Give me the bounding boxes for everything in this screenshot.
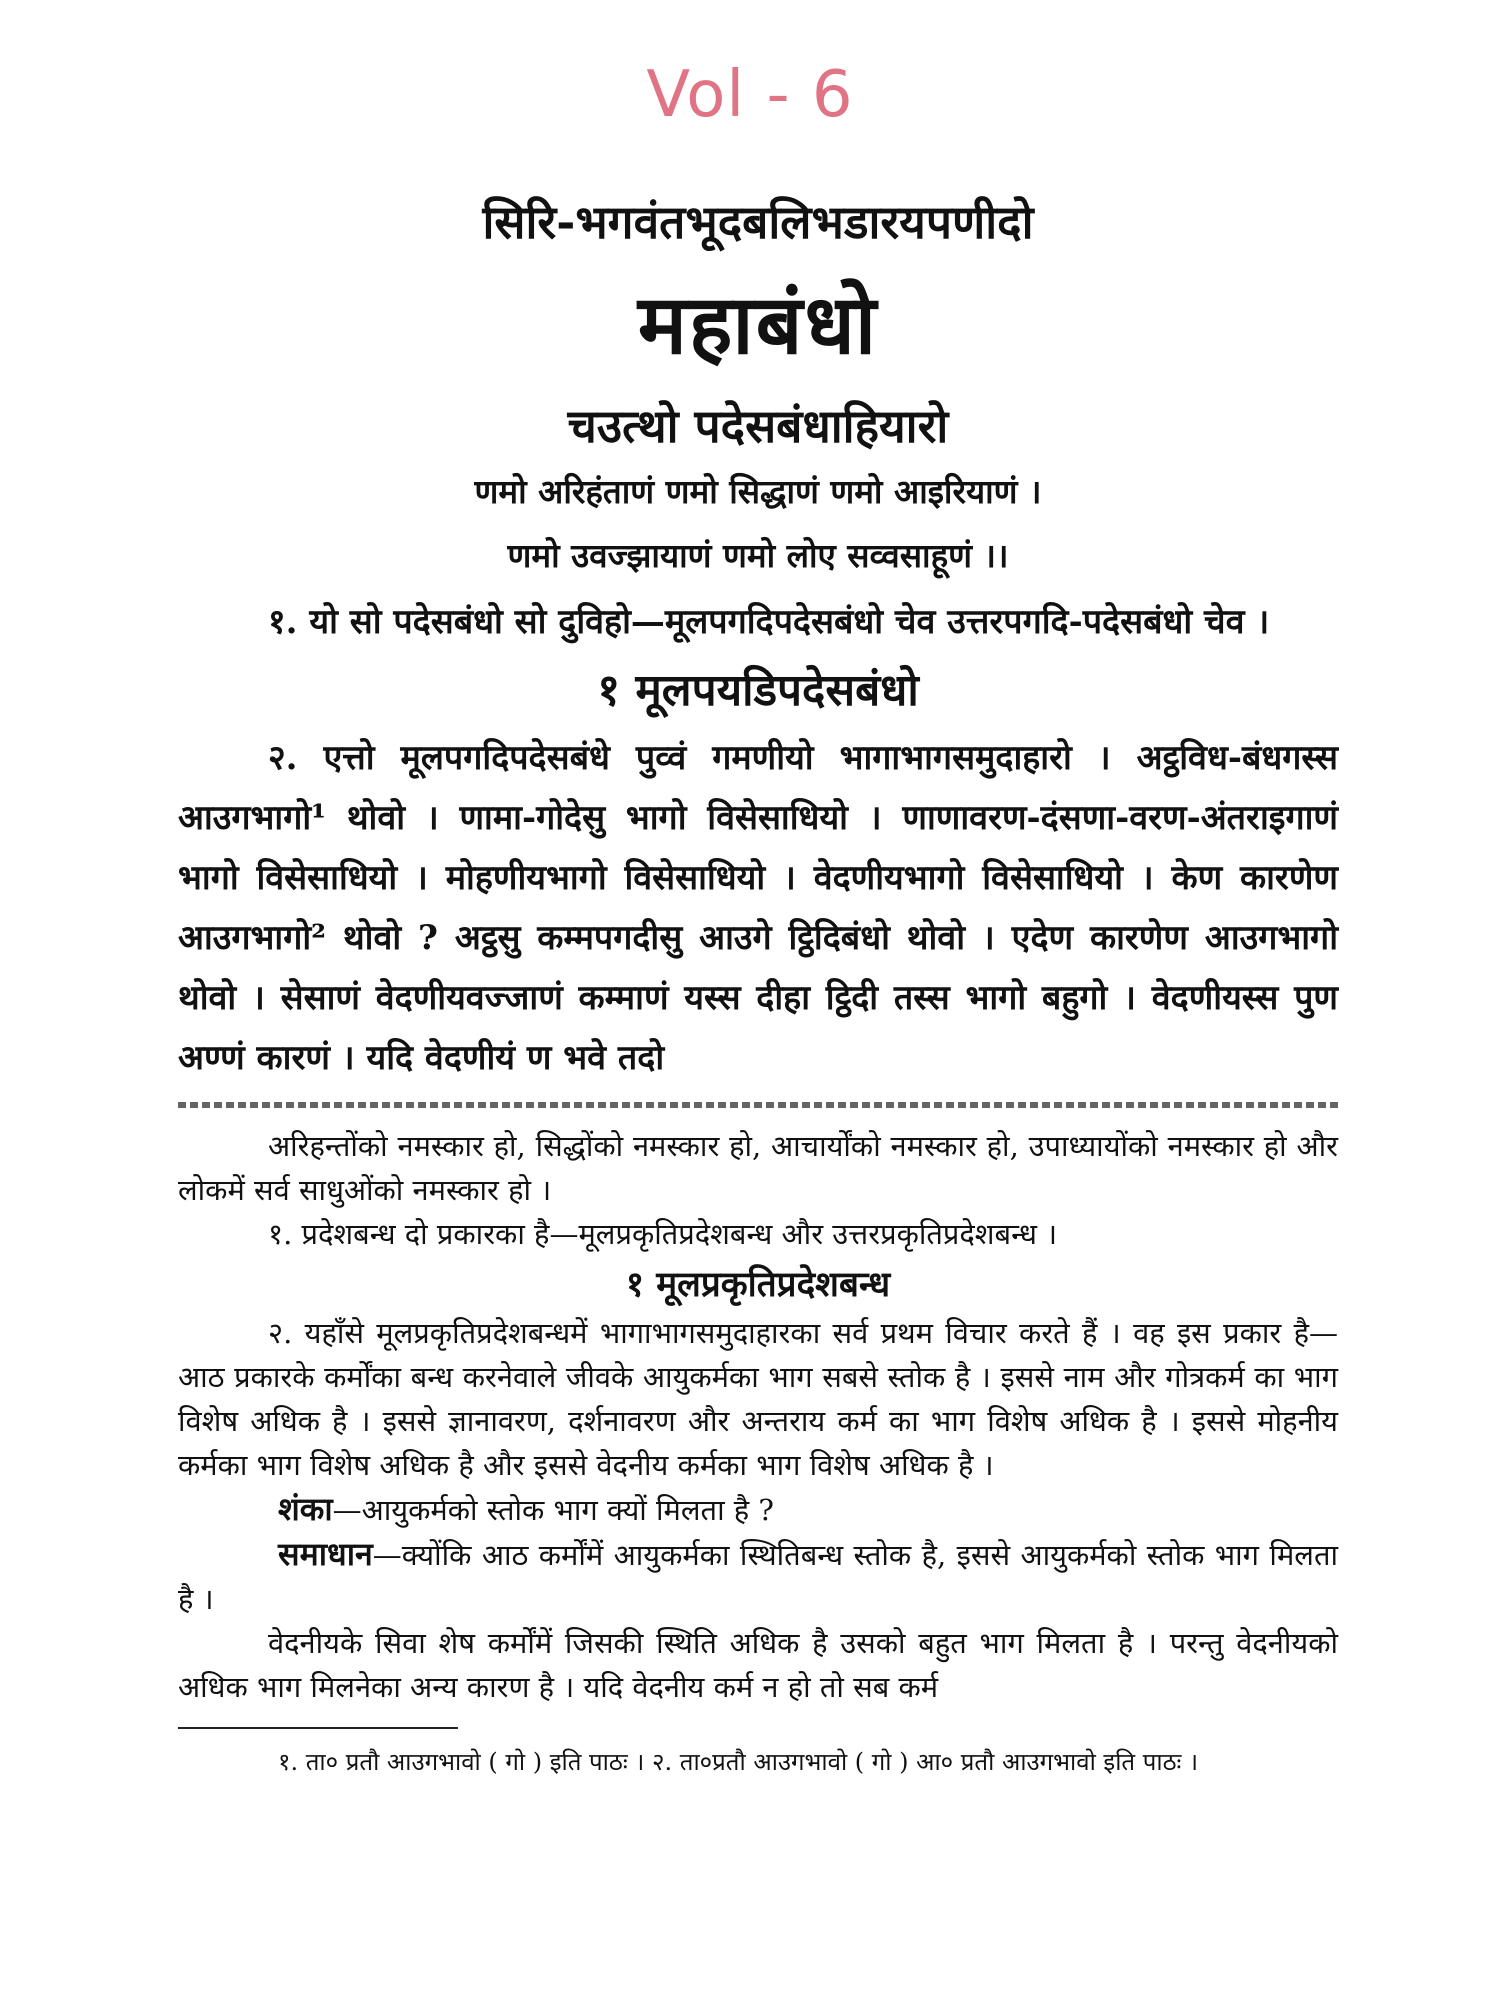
answer-text: —क्योंकि आठ कर्मोंमें आयुकर्मका स्थितिबन्ध स्तोक है, इससे आयुकर्मको स्तोक भाग मिलता है ।	[178, 1538, 1338, 1616]
footnote-rule	[178, 1727, 458, 1729]
hindi-question	[178, 1487, 1338, 1532]
hindi-invocation: अरिहन्तोंको नमस्कार हो, सिद्धोंको नमस्कार हो, आचार्योंको नमस्कार हो, उपाध्यायोंको नमस्कार हो और लोकमें सर्व साधुओंको नमस्कार हो ।	[178, 1129, 1338, 1207]
hindi-answer	[178, 1532, 1338, 1621]
work-subtitle: सिरि-भगवंतभूदबलिभडारयपणीदो	[482, 195, 1034, 249]
question-label: शंका	[278, 1490, 333, 1528]
section-divider	[178, 1102, 1338, 1108]
footnotes: १. ता० प्रतौ आउगभावो ( गो ) इति पाठः । २. ता०प्रतौ आउगभावो ( गो ) आ० प्रतौ आउगभावो इति पाठः ।	[278, 1748, 1199, 1776]
invocation-line-1: णमो अरिहंताणं णमो सिद्धाणं णमो आइरियाणं ।	[474, 472, 1042, 511]
volume-label: Vol - 6	[646, 58, 854, 132]
prakrit-section-heading: १ मूलपयडिपदेसबंधो	[597, 665, 919, 716]
prakrit-paragraph-2: २. एत्तो मूलपगदिपदेसबंधे पुव्वं गमणीयो भागाभागसमुदाहारो । अट्ठविध-बंधगस्स आउगभागो¹ थोवो । णामा-गोदेसु भागो विसेसाधियो । णाणावरण-दंसणा-वरण-अंतराइगाणं भागो विसेसाधियो । मोहणीयभागो विसेसाधियो । वेदणीयभागो विसेसाधियो । केण कारणेण आउगभागो² थोवो ? अट्ठसु कम्मपगदीसु आउगे ट्ठिदिबंधो थोवो । एदेण कारणेण आउगभागो थोवो । सेसाणं वेदणीयवज्जाणं कम्माणं यस्स दीहा ट्ठिदी तस्स भागो बहुगो । वेदणीयस्स पुण अण्णं कारणं । यदि वेदणीयं ण भवे तदो	[178, 738, 1338, 1078]
invocation-line-2: णमो उवज्झायाणं णमो लोए सव्वसाहूणं ।।	[507, 536, 1009, 575]
page-content	[178, 190, 1338, 1781]
answer-label: समाधान	[278, 1535, 373, 1573]
prakrit-paragraph-1: १. यो सो पदेसबंधो सो दुविहो—मूलपगदिपदेसबंधो चेव उत्तरपगदि-पदेसबंधो चेव ।	[268, 602, 1270, 642]
hindi-paragraph-1: १. प्रदेशबन्ध दो प्रकारका है—मूलप्रकृतिप्रदेशबन्ध और उत्तरप्रकृतिप्रदेशबन्ध ।	[268, 1217, 1058, 1251]
hindi-section-heading: १ मूलप्रकृतिप्रदेशबन्ध	[625, 1264, 891, 1305]
question-text: —आयुकर्मको स्तोक भाग क्यों मिलता है ?	[332, 1493, 774, 1527]
hindi-paragraph-3: वेदनीयके सिवा शेष कर्मोंमें जिसकी स्थिति अधिक है उसको बहुत भाग मिलता है । परन्तु वेदनीयको अधिक भाग मिलनेका अन्य कारण है । यदि वेदनीय कर्म न हो तो सब कर्म	[178, 1626, 1338, 1704]
chapter-title: चउत्थो पदेसबंधाहियारो	[567, 399, 949, 453]
work-title: महाबंधो	[637, 277, 879, 373]
hindi-paragraph-2: २. यहाँसे मूलप्रकृतिप्रदेशबन्धमें भागाभागसमुदाहारका सर्व प्रथम विचार करते हैं । वह इस प्रकार है—आठ प्रकारके कर्मोंका बन्ध करनेवाले जीवके आयुकर्मका भाग सबसे स्तोक है । इससे नाम और गोत्रकर्म का भाग विशेष अधिक है । इससे ज्ञानावरण, दर्शनावरण और अन्तराय कर्म का भाग विशेष अधिक है । इससे मोहनीय कर्मका भाग विशेष अधिक है और इससे वेदनीय कर्मका भाग विशेष अधिक है ।	[178, 1316, 1338, 1482]
